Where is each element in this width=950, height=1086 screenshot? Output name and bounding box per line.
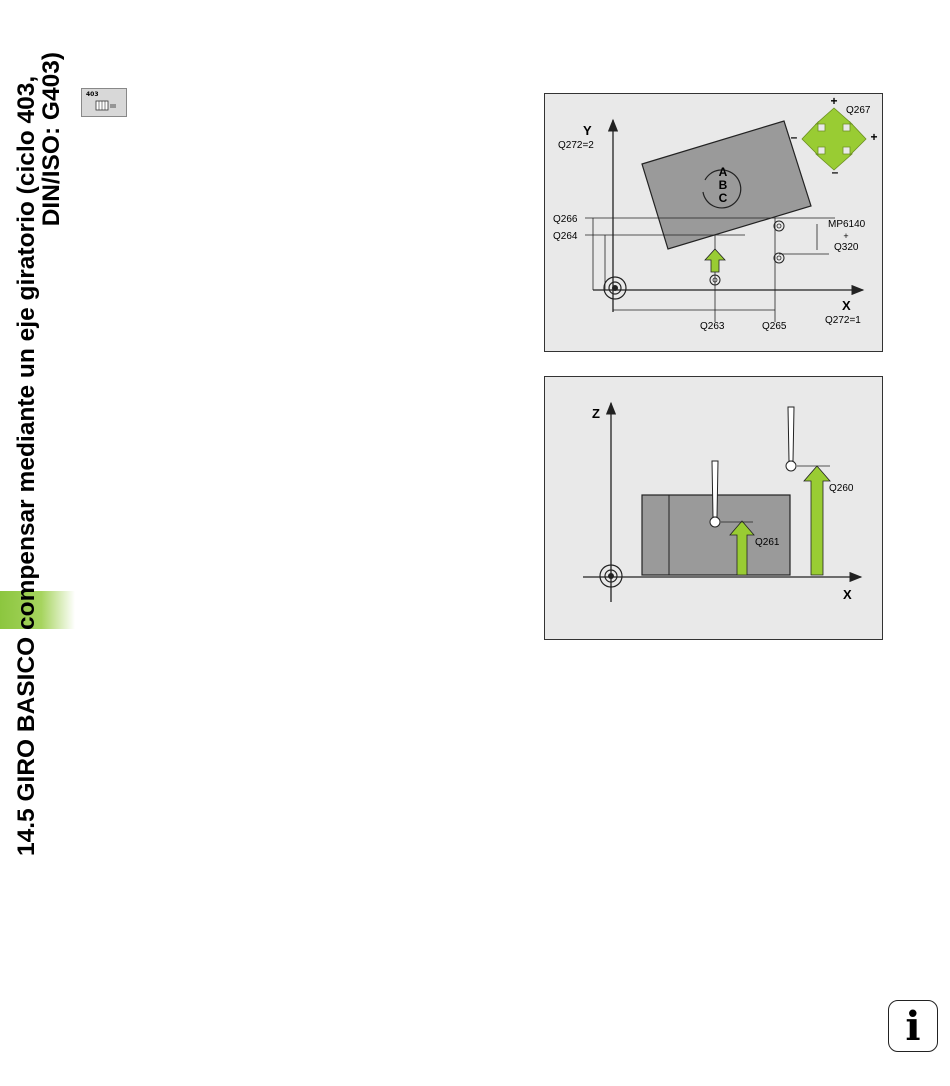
y-axis-label: Y bbox=[583, 123, 592, 138]
probe-point-3 bbox=[774, 253, 784, 263]
y-axis-note: Q272=2 bbox=[558, 140, 594, 151]
section-title-line-1: 14.5 GIRO BASICO compensar mediante un eje giratorio (ciclo 403, bbox=[13, 75, 40, 856]
rotation-letter-a: A bbox=[718, 165, 728, 179]
probe-point-2 bbox=[774, 221, 784, 231]
x-axis-note: Q272=1 bbox=[825, 315, 861, 326]
info-icon[interactable] bbox=[888, 1000, 938, 1052]
info-icon-glyph: i bbox=[905, 1003, 921, 1050]
plus-sign-right: + bbox=[870, 130, 878, 144]
q265-label: Q265 bbox=[762, 321, 787, 332]
probe-stylus-2 bbox=[786, 407, 796, 471]
q263-label: Q263 bbox=[700, 321, 725, 332]
z-axis-label: Z bbox=[592, 406, 600, 421]
mp6140-label: MP6140 bbox=[828, 219, 866, 230]
x-axis-label: X bbox=[843, 587, 852, 602]
section-title-bar bbox=[0, 0, 80, 1086]
plus-sign-top: + bbox=[830, 94, 838, 108]
q260-label: Q260 bbox=[829, 483, 854, 494]
figure-side-view bbox=[544, 376, 883, 640]
section-title-line-2: DIN/ISO: G403) bbox=[38, 52, 65, 227]
four-way-arrow bbox=[802, 108, 866, 170]
mp6140-plus: + bbox=[843, 231, 849, 241]
q264-label: Q264 bbox=[553, 231, 578, 242]
minus-sign-bottom: – bbox=[831, 165, 839, 179]
probe-direction-arrow bbox=[705, 249, 725, 272]
q261-label: Q261 bbox=[755, 537, 780, 548]
minus-sign-left: – bbox=[790, 130, 798, 144]
rotation-letter-b: B bbox=[718, 178, 728, 192]
q320-label: Q320 bbox=[834, 242, 859, 253]
section-title bbox=[14, 36, 64, 856]
q267-label: Q267 bbox=[846, 105, 871, 116]
rotation-letter-c: C bbox=[718, 191, 728, 205]
q260-height-arrow bbox=[804, 466, 830, 575]
cycle-403-icon bbox=[81, 88, 127, 117]
x-axis-label: X bbox=[842, 298, 851, 313]
cycle-icon-number: 403 bbox=[86, 91, 99, 98]
q266-label: Q266 bbox=[553, 214, 578, 225]
figure-top-view bbox=[544, 93, 883, 352]
